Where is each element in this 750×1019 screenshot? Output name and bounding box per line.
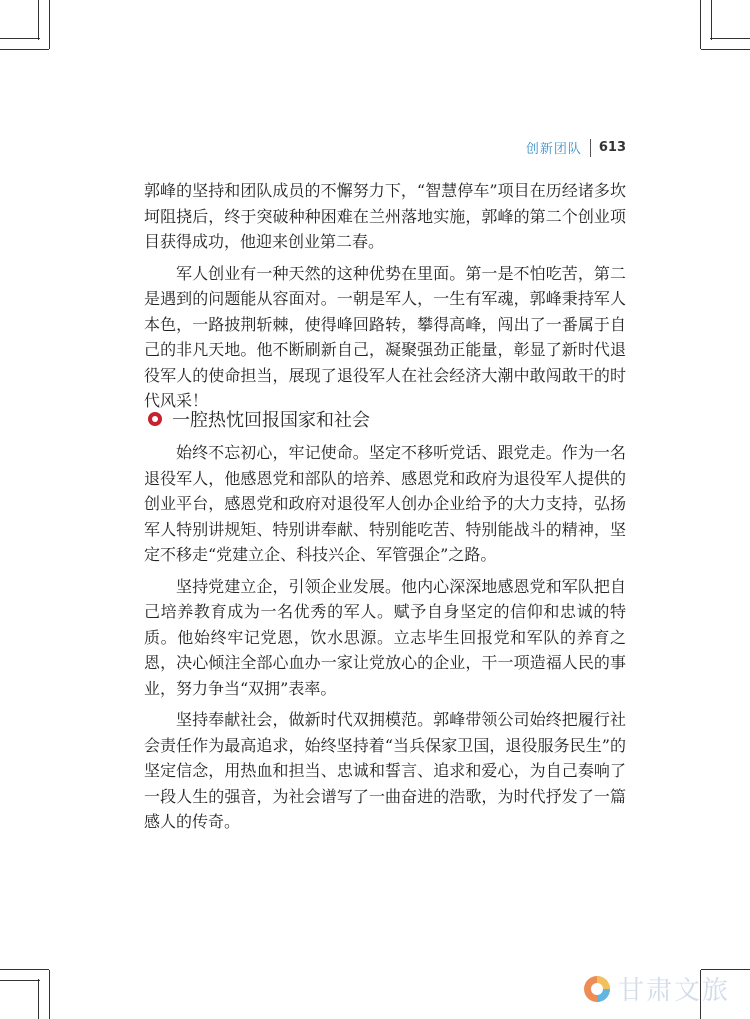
crop-mark (38, 0, 39, 40)
crop-mark (700, 0, 701, 49)
paragraph: 坚持党建立企，引领企业发展。他内心深深地感恩党和军队把自己培养教育成为一名优秀的军人。赋予自身坚定的信仰和忠诚的特质。他始终牢记党恩，饮水思源。立志毕生回报党和军队的养育之恩，决心倾注全部心血办一家让党放心的企业，干一项造福人民的事业，努力争当“双拥”表率。 (144, 576, 626, 698)
crop-mark (710, 38, 750, 39)
watermark (582, 970, 730, 1007)
bullet-circle-icon (148, 412, 162, 426)
crop-mark (701, 49, 750, 50)
section-heading (148, 406, 370, 432)
crop-mark (0, 969, 49, 970)
section-1-body (144, 178, 626, 420)
crop-mark (49, 0, 50, 49)
paragraph: 坚持奉献社会，做新时代双拥模范。郭峰带领公司始终把履行社会责任作为最高追求，始终坚持着“当兵保家卫国，退役服务民生”的坚定信念，用热血和担当、忠诚和誓言、追求和爱心，为自己奏响了一段人生的强音，为社会谱写了一曲奋进的浩歌，为时代抒发了一篇感人的传奇。 (144, 710, 626, 831)
paragraph: 郭峰的坚持和团队成员的不懈努力下，“智慧停车”项目在历经诸多坎坷阻挠后，终于突破种种困难在兰州落地实施，郭峰的第二个创业项目获得成功，他迎来创业第二春。 (144, 181, 626, 251)
paragraph: 始终不忘初心，牢记使命。坚定不移听党话、跟党走。作为一名退役军人，他感恩党和部队的培养、感恩党和政府为退役军人提供的创业平台，感恩党和政府对退役军人创办企业给予的大力支持，弘扬军人特别讲规矩、特别讲奉献、特别能吃苦、特别能战斗的精神，坚定不移走“党建立企、科技兴企、军管强企”之路。 (144, 443, 626, 564)
paragraph: 军人创业有一种天然的这种优势在里面。第一是不怕吃苦，第二是遇到的问题能从容面对。一朝是军人，一生有军魂，郭峰秉持军人本色，一路披荆斩棘，使得峰回路转，攀得高峰，闯出了一番属于自己的非凡天地。他不断刷新自己，凝聚强劲正能量，彰显了新时代退役军人的使命担当，展现了退役军人在社会经济大潮中敢闯敢干的时代风采！ (144, 263, 626, 410)
header-section-title: 创新团队 (525, 142, 582, 157)
watermark-logo-icon (582, 974, 612, 1004)
page-number: 613 (598, 140, 626, 155)
crop-mark (49, 970, 50, 1019)
header-divider (590, 139, 591, 157)
watermark-text: 甘肃文旅 (617, 976, 730, 1006)
crop-mark (711, 0, 712, 40)
crop-mark (0, 49, 49, 50)
section-heading-text: 一腔热忱回报国家和社会 (172, 410, 370, 431)
running-header (526, 138, 626, 157)
crop-mark (0, 38, 40, 39)
crop-mark (38, 979, 39, 1019)
section-2-body (144, 440, 626, 841)
crop-mark (0, 980, 40, 981)
